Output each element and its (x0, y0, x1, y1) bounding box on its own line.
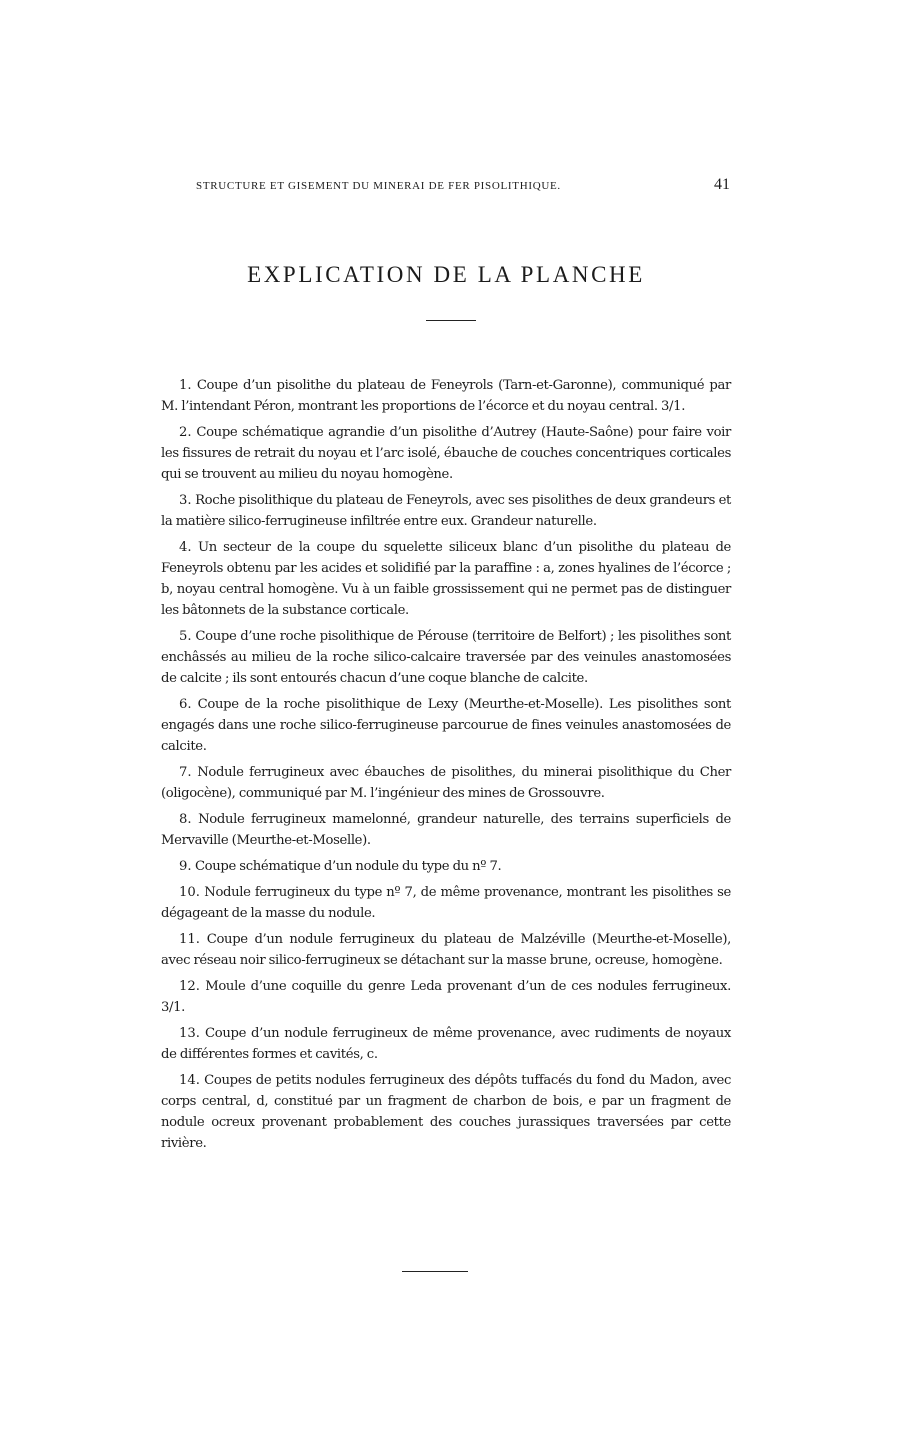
entry-10 (161, 882, 731, 924)
entry-5 (161, 626, 731, 689)
heading-rule (426, 320, 476, 321)
entry-text: Nodule ferrugineux mamelonné, grandeur naturelle, des terrains superficiels de Mervaville (Meurthe-et-Moselle). (161, 812, 731, 848)
closing-rule (402, 1271, 468, 1272)
entry-number: 8. (179, 812, 192, 827)
entry-13 (161, 1023, 731, 1065)
entry-4 (161, 537, 731, 621)
entry-text: Coupe d’un nodule ferrugineux du plateau de Malzéville (Meurthe-et-Moselle), avec réseau noir silico-ferrugineux se détachant sur la masse brune, ocreuse, homogène. (161, 932, 732, 968)
running-title: STRUCTURE ET GISEMENT DU MINERAI DE FER PISOLITHIQUE. (196, 180, 561, 192)
entry-11 (161, 929, 731, 971)
entry-number: 13. (179, 1026, 200, 1041)
entry-number: 14. (179, 1073, 200, 1088)
entry-1 (161, 375, 731, 417)
entry-text: Coupe d’un nodule ferrugineux de même provenance, avec rudiments de noyaux de différentes formes et cavités, c. (161, 1026, 731, 1062)
entry-number: 3. (179, 493, 192, 508)
entry-7 (161, 762, 731, 804)
entry-number: 9. (179, 859, 192, 874)
entry-text: Coupe schématique agrandie d’un pisolithe d’Autrey (Haute-Saône) pour faire voir les fissures de retrait du noyau et l’arc isolé, ébauche de couches concentriques corticales qui se trouvent au milieu du noyau homogène. (161, 425, 731, 482)
plate-explanations (161, 375, 731, 1159)
entry-number: 11. (179, 932, 200, 947)
entry-number: 7. (179, 765, 192, 780)
entry-text: Roche pisolithique du plateau de Feneyrols, avec ses pisolithes de deux grandeurs et la matière silico-ferrugineuse infiltrée entre eux. Grandeur naturelle. (161, 493, 731, 529)
entry-number: 12. (179, 979, 200, 994)
section-heading: EXPLICATION DE LA PLANCHE (247, 262, 645, 287)
entry-text: Moule d’une coquille du genre Leda provenant d’un de ces nodules ferrugineux. 3/1. (161, 979, 731, 1015)
entry-text: Nodule ferrugineux avec ébauches de pisolithes, du minerai pisolithique du Cher (oligocène), communiqué par M. l’ingénieur des mines de Grossouvre. (161, 765, 732, 801)
entry-3 (161, 490, 731, 532)
entry-text: Nodule ferrugineux du type nº 7, de même provenance, montrant les pisolithes se dégageant de la masse du nodule. (161, 885, 732, 921)
entry-text: Coupe d’une roche pisolithique de Pérouse (territoire de Belfort) ; les pisolithes sont enchâssés au milieu de la roche silico-calcaire traversée par des veinules anastomosées de calcite ; ils sont entourés chacun d’une coque blanche de calcite. (161, 629, 732, 686)
entry-8 (161, 809, 731, 851)
entry-12 (161, 976, 731, 1018)
entry-number: 5. (179, 629, 192, 644)
entry-14 (161, 1070, 731, 1154)
entry-number: 4. (179, 540, 192, 555)
entry-number: 6. (179, 697, 192, 712)
entry-2 (161, 422, 731, 485)
entry-6 (161, 694, 731, 757)
page-number: 41 (714, 176, 730, 193)
running-header (196, 176, 730, 193)
entry-text: Coupes de petits nodules ferrugineux des dépôts tuffacés du fond du Madon, avec corps central, d, constitué par un fragment de charbon de bois, e par un fragment de nodule ocreux provenant probablement des couches jurassiques traversées par cette rivière. (161, 1073, 731, 1151)
entry-9 (161, 856, 731, 877)
entry-text: Un secteur de la coupe du squelette siliceux blanc d’un pisolithe du plateau de Feneyrols obtenu par les acides et solidifié par la paraffine : a, zones hyalines de l’écorce ; b, noyau central homogène. Vu à un faible grossissement qui ne permet pas de distinguer les bâtonnets de la substance corticale. (161, 540, 732, 618)
entry-text: Coupe schématique d’un nodule du type du nº 7. (194, 859, 502, 874)
entry-text: Coupe de la roche pisolithique de Lexy (Meurthe-et-Moselle). Les pisolithes sont engagés dans une roche silico-ferrugineuse parcourue de fines veinules anastomosées de calcite. (161, 697, 732, 754)
entry-text: Coupe d’un pisolithe du plateau de Feneyrols (Tarn-et-Garonne), communiqué par M. l’intendant Péron, montrant les proportions de l’écorce et du noyau central. 3/1. (161, 378, 731, 414)
entry-number: 1. (179, 378, 192, 393)
entry-number: 10. (179, 885, 200, 900)
entry-number: 2. (179, 425, 192, 440)
